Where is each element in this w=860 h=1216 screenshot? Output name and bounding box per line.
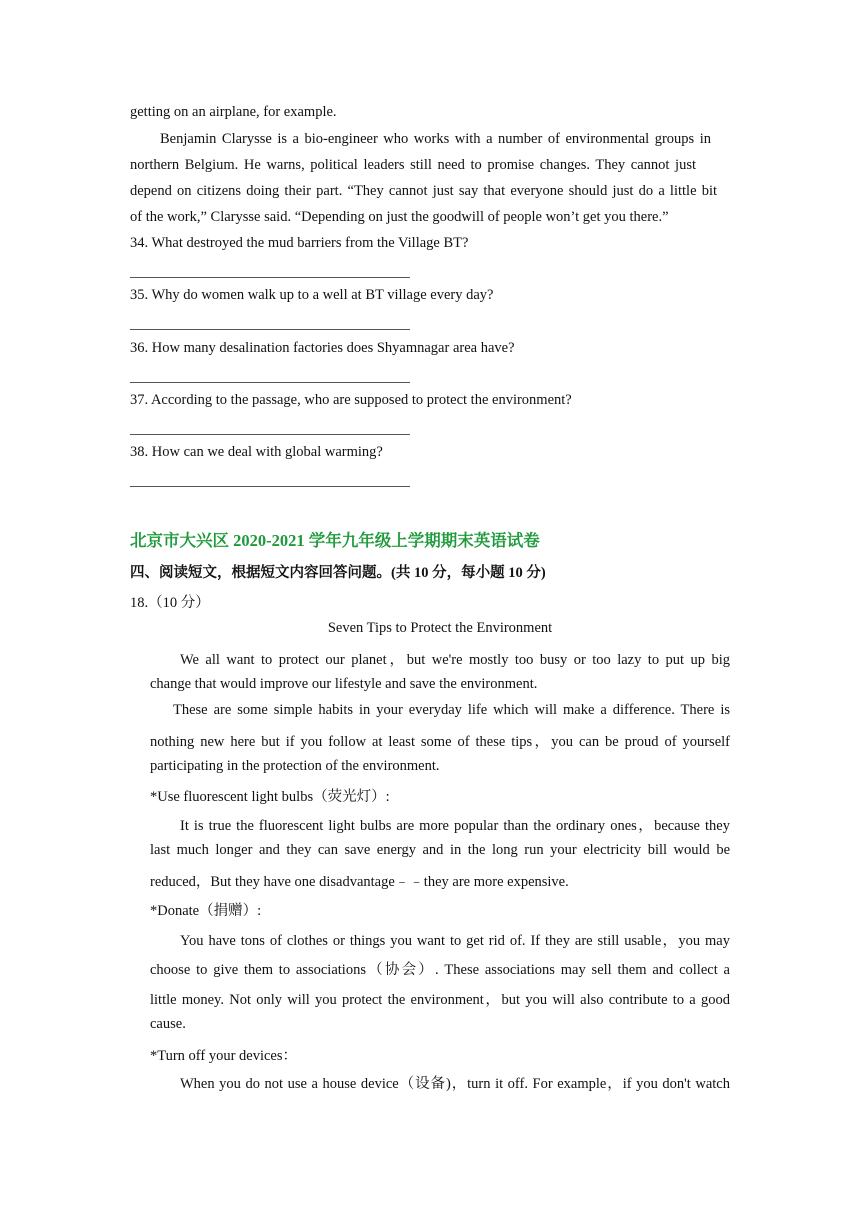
question-36: 36. How many desalination factories does Shyamnagar area have? (130, 340, 515, 356)
article-line: reduced，But they have one disadvantage﹣﹣they are more expensive. (150, 874, 569, 890)
article-line: You have tons of clothes or things you want to get rid of. If they are still usable，you may (180, 933, 730, 949)
article-line: choose to give them to associations（协会）. These associations may sell them and collect a (150, 962, 730, 978)
tip-heading: *Turn off your devices： (150, 1048, 298, 1064)
question-35: 35. Why do women walk up to a well at BT village every day? (130, 287, 494, 303)
article-line: change that would improve our lifestyle and save the environment. (150, 676, 538, 692)
article-line: cause. (150, 1016, 186, 1032)
passage-line: Benjamin Clarysse is a bio-engineer who works with a number of environmental groups in (160, 131, 711, 147)
question-number: 18.（10 分） (130, 595, 210, 611)
answer-line-36[interactable] (130, 382, 410, 383)
article-line: little money. Not only will you protect the environment，but you will also contribute to a good (150, 992, 730, 1008)
answer-line-38[interactable] (130, 486, 410, 487)
passage-line: depend on citizens doing their part. “They cannot just say that everyone should just do a little bit (130, 183, 717, 199)
article-line: We all want to protect our planet，but we're mostly too busy or too lazy to put up big (180, 652, 730, 668)
article-line: These are some simple habits in your everyday life which will make a difference. There is (173, 702, 730, 718)
tip-heading: *Donate（捐赠）: (150, 903, 262, 919)
article-line: last much longer and they can save energy and in the long run your electricity bill would be (150, 842, 730, 858)
article-line: It is true the fluorescent light bulbs are more popular than the ordinary ones，because they (180, 818, 730, 834)
question-34: 34. What destroyed the mud barriers from the Village BT? (130, 235, 469, 251)
article-line: participating in the protection of the environment. (150, 758, 440, 774)
tip-heading: *Use fluorescent light bulbs（荧光灯）: (150, 789, 390, 805)
exam-heading: 北京市大兴区 2020-2021 学年九年级上学期期末英语试卷 (130, 531, 540, 550)
article-line: When you do not use a house device（设备)，turn it off. For example，if you don't watch (180, 1076, 730, 1092)
answer-line-35[interactable] (130, 329, 410, 330)
article-title: Seven Tips to Protect the Environment (327, 620, 553, 636)
answer-line-34[interactable] (130, 277, 410, 278)
answer-line-37[interactable] (130, 434, 410, 435)
passage-line: of the work,” Clarysse said. “Depending on just the goodwill of people won’t get you there.” (130, 209, 669, 225)
question-38: 38. How can we deal with global warming? (130, 444, 383, 460)
passage-line: northern Belgium. He warns, political leaders still need to promise changes. They cannot just (130, 157, 696, 173)
article-line: nothing new here but if you follow at least some of these tips，you can be proud of yourself (150, 734, 730, 750)
section-instruction: 四、阅读短文，根据短文内容回答问题。(共 10 分，每小题 10 分) (130, 565, 546, 581)
passage-line: getting on an airplane, for example. (130, 104, 337, 120)
question-37: 37. According to the passage, who are supposed to protect the environment? (130, 392, 572, 408)
